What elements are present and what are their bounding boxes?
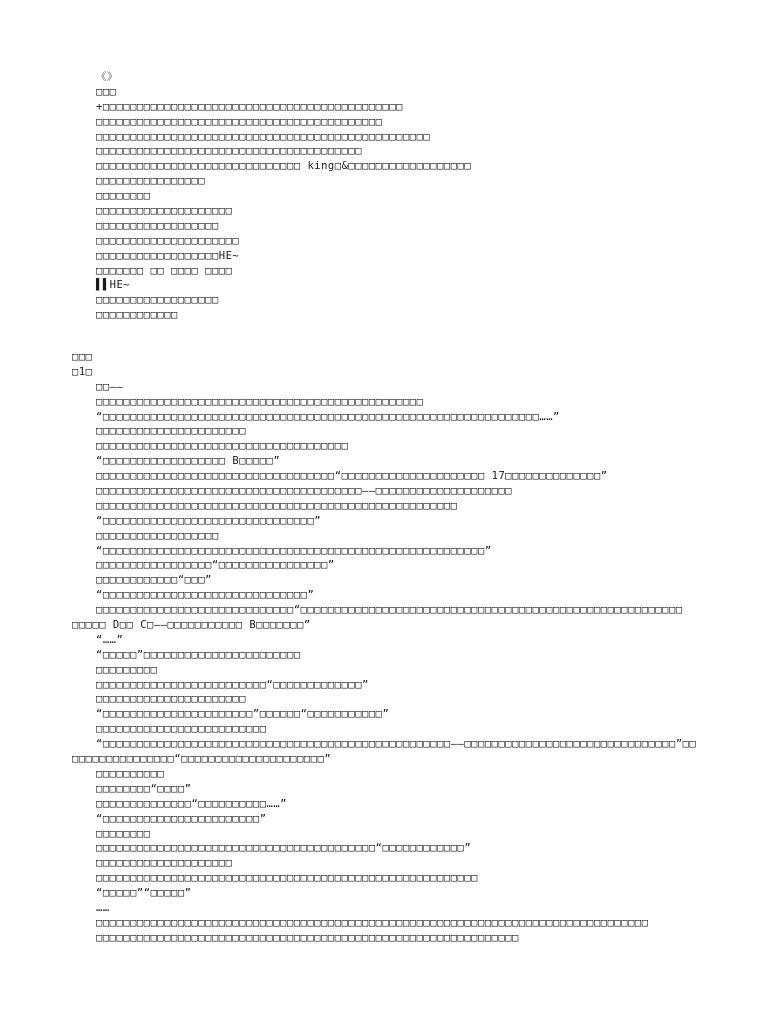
body-line: □□□□□□□□□□□□□□□□□□	[96, 529, 219, 542]
body-line: “□□□□□□□□□□□□□□□□□□□□□□□□□□□□□□”	[96, 589, 315, 602]
body-line: □□□□□□□□□□	[96, 767, 165, 780]
body-line: “□□□□□□□□□□□□□□□□□□ B□□□□□”	[96, 455, 281, 468]
body-line: □□□□□□□□□□□□□□□□□□□□□□□□□□□□□□□□□□□“□□□□□□□□□□□□□□□□□□□□□ 17□□□□□□□□□□□□□□”	[96, 470, 608, 483]
body-line: “□□□□□□□□□□□□□□□□□□□□□□□□□□□□□□□□□□□□□□□□□□□□□□□□□□□□□□□□”	[96, 544, 492, 557]
front-matter	[0, 70, 768, 323]
body-line-continued: □□□□□□□□□□□□□□□“□□□□□□□□□□□□□□□□□□□□□”	[72, 753, 332, 766]
body-line: □□□□□□□□	[96, 827, 151, 840]
body-line-continued: □□□□□ D□□ C□——□□□□□□□□□□□ B□□□□□□□”	[72, 619, 311, 632]
chapter-label: □□□	[72, 351, 93, 363]
body-line: □□□□□□□□□□□□□□□□□□□□□□□□□□□□□□□□□□□□□	[96, 440, 349, 453]
body-line: □□□□□□□□□□□□□□□□□□□□□□	[96, 693, 247, 706]
front-line: ▌▌HE~	[96, 279, 131, 292]
body-line: □□□□□□□□□□□□□□□□□□□□□□□□□	[96, 723, 267, 736]
chapter-number: □1□	[72, 365, 93, 378]
front-line: +□□□□□□□□□□□□□□□□□□□□□□□□□□□□□□□□□□□□□□□□□□□□	[96, 100, 403, 113]
front-line: □□□□□□□□□□□□□□□□□□□□□□□□□□□□□□□□□□□□□□□□□□□□□□□□□	[96, 130, 431, 143]
front-line: □□□□□□□□□□□□□□□□□□□□□□□□□□□□□□□□□□□□□□□	[96, 145, 363, 158]
front-line: □□□□□□□□□□□□□□□□□□□□□□□□□□□□□□ king□&□□□□□□□□□□□□□□□□□□	[96, 160, 472, 173]
body-line: □□——	[96, 380, 124, 393]
body-line: □□□□□□□□□□□□□□□□□“□□□□□□□□□□□□□□□□”	[96, 559, 335, 572]
body-line: □□□□□□□□□□□□□□□□□□□□□□□□□“□□□□□□□□□□□□□”	[96, 678, 369, 691]
front-line: □□□□□□□ □□ □□□□ □□□□	[96, 264, 233, 277]
front-line: □□□□□□□□□□□□□□□□□□	[96, 294, 219, 307]
body-line: “□□□□□”□□□□□□□□□□□□□□□□□□□□□□□	[96, 648, 301, 661]
front-line: □□□□□□□□□□□□	[96, 309, 178, 322]
chapter-section	[0, 350, 768, 946]
body-line: □□□□□□□□□	[96, 663, 158, 676]
front-line: □□□□□□□□□□□□□□□□□□□□□	[96, 234, 240, 247]
front-line: □□□□□□□□□□□□□□□□□□□□□□□□□□□□□□□□□□□□□□□□□□	[96, 115, 383, 128]
body-line: □□□□□□□□□□□□□□□□□□□□□□□□□□□□□□□□□□□□□□□□□□□□□□□□	[96, 395, 424, 408]
body-line: □□□□□□□□□□□□□□□□□□□□□□	[96, 425, 247, 438]
front-line: □□□□□□□□□□□□□□□□□□□□	[96, 205, 233, 218]
front-line: □□□□□□□□	[96, 190, 151, 203]
front-line: □□□	[96, 85, 117, 98]
body-line: “□□□□□□□□□□□□□□□□□□□□□□”□□□□□□“□□□□□□□□□□□”	[96, 708, 390, 721]
body-line: “□□□□□□□□□□□□□□□□□□□□□□□□□□□□□□□□□□□□□□□□□□□□□□□□□□□——□□□□□□□□□□□□□□□□□□□□□□□□□□□□□□□”□□	[96, 738, 697, 751]
body-line: ……	[96, 901, 110, 914]
body-line: “□□□□□□□□□□□□□□□□□□□□□□□”	[96, 812, 267, 825]
body-line: □□□□□□□□□□□□□□□□□□□□□□□□□□□□□□□□□□□□□□□□□□□□□□□□□□□□□	[96, 499, 458, 512]
body-line: “□□□□□”“□□□□□”	[96, 887, 192, 900]
body-line: “……”	[96, 633, 124, 646]
body-line: □□□□□□□□□□□□□□□□□□□□□□□□□□□□□□□□□□□□□□□□□□□□□□□□□□□□□□□□□□□□□□□□□□□□□□□□□□□□□□□□□	[96, 916, 649, 929]
body-line: “□□□□□□□□□□□□□□□□□□□□□□□□□□□□□□□□□□□□□□□□□□□□□□□□□□□□□□□□□□□□□□□□……”	[96, 410, 560, 423]
front-line: □□□□□□□□□□□□□□□□□□	[96, 219, 219, 232]
body-line: □□□□□□□□□□□□□□□□□□□□□□□□□□□□□□□□□□□□□□□□□□□□□□□□□□□□□□□□	[96, 872, 479, 885]
body-line: □□□□□□□□□□□□□□□□□□□□□□□□□□□□□□□□□□□□□□□□□□□□□□□□□□□□□□□□□□□□□□	[96, 931, 519, 944]
front-line: 《》	[96, 71, 118, 83]
body-line: □□□□□□□□□□□□“□□□”	[96, 574, 212, 587]
body-line: “□□□□□□□□□□□□□□□□□□□□□□□□□□□□□□□”	[96, 514, 322, 527]
body-line: □□□□□□□□“□□□□”	[96, 782, 192, 795]
body-line: □□□□□□□□□□□□□□“□□□□□□□□□□……”	[96, 797, 288, 810]
body-line: □□□□□□□□□□□□□□□□□□□□□□□□□□□□□□□□□□□□□□□——□□□□□□□□□□□□□□□□□□□□	[96, 485, 513, 498]
front-line: □□□□□□□□□□□□□□□□□□HE~	[96, 249, 240, 262]
front-line: □□□□□□□□□□□□□□□□	[96, 175, 206, 188]
body-line: □□□□□□□□□□□□□□□□□□□□	[96, 857, 233, 870]
body-line: □□□□□□□□□□□□□□□□□□□□□□□□□□□□□“□□□□□□□□□□□□□□□□□□□□□□□□□□□□□□□□□□□□□□□□□□□□□□□□□□□□□□□□	[96, 604, 683, 617]
body-line: □□□□□□□□□□□□□□□□□□□□□□□□□□□□□□□□□□□□□□□□□“□□□□□□□□□□□□”	[96, 842, 472, 855]
